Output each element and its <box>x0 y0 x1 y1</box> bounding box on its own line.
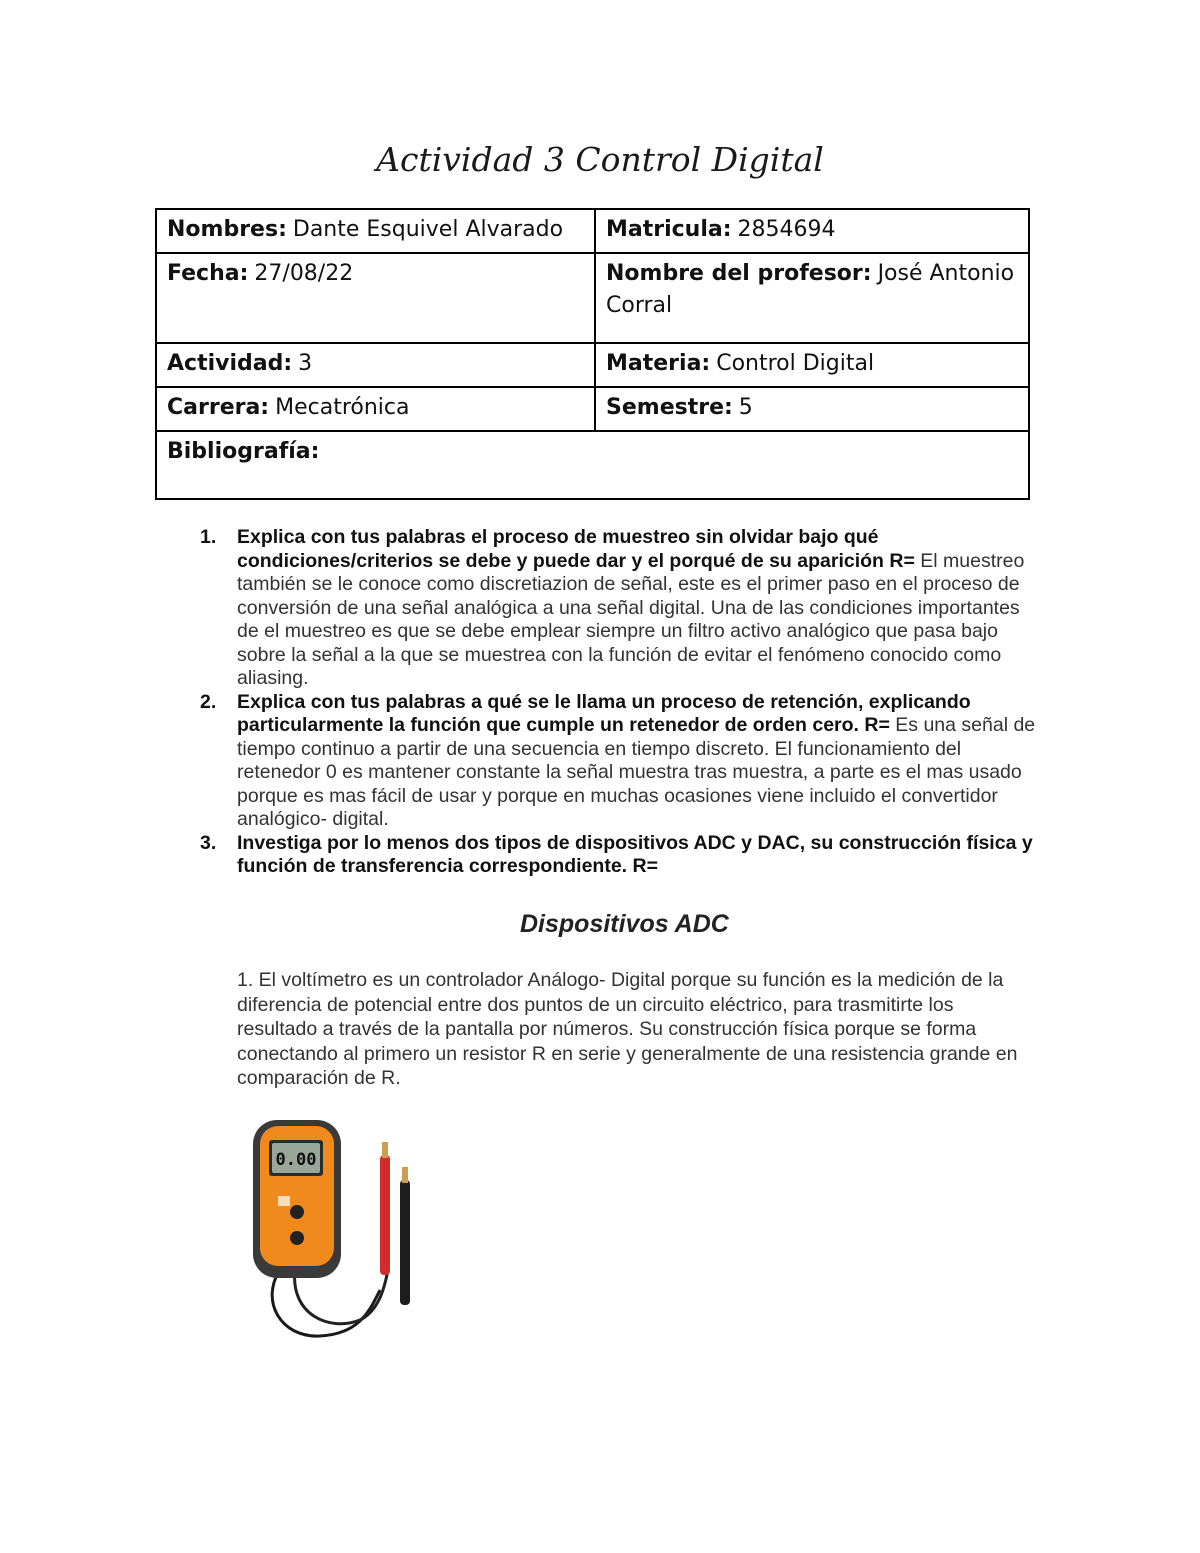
question-list <box>200 526 1040 879</box>
question-item <box>200 832 1040 879</box>
bibliografia-cell <box>156 431 1029 499</box>
semestre-value: 5 <box>738 395 753 420</box>
semestre-label: Semestre: <box>606 395 733 420</box>
question-text: Investiga por lo menos dos tipos de dispositivos ADC y DAC, su construcción física y función de transferencia correspondiente. <box>237 831 1033 877</box>
question-item <box>200 526 1040 691</box>
profesor-label: Nombre del profesor: <box>606 261 872 286</box>
semestre-cell <box>595 387 1029 431</box>
fecha-label: Fecha: <box>167 261 249 286</box>
answer-label: R= <box>889 549 915 572</box>
answer-label: R= <box>632 855 658 877</box>
info-table <box>155 208 1030 500</box>
matricula-label: Matricula: <box>606 217 732 242</box>
display-digits: 0.00 <box>275 1150 317 1170</box>
actividad-value: 3 <box>298 351 313 376</box>
section-paragraph: 1. El voltímetro es un controlador Análogo- Digital porque su función es la medición de la diferencia de potencial entre dos puntos de un circuito eléctrico, para trasmitirte los resultado a través de la pantalla por números. Su construcción física porque se forma conectando al primero un resistor R en serie y generalmente de una resistencia grande en comparación de R. <box>237 969 1018 1089</box>
question-text: Explica con tus palabras a qué se le llama un proceso de retención, explicando particularmente la función que cumple un retenedor de orden cero. <box>237 690 971 736</box>
fecha-cell <box>156 253 595 343</box>
answer-label: R= <box>864 714 890 736</box>
black-probe-tip <box>402 1167 408 1183</box>
red-probe <box>380 1155 390 1275</box>
carrera-label: Carrera: <box>167 395 270 420</box>
bibliografia-label: Bibliografía: <box>167 439 320 464</box>
question-item <box>200 691 1040 832</box>
question-number: 1. <box>200 526 217 548</box>
nombres-label: Nombres: <box>167 217 287 242</box>
black-probe <box>400 1180 410 1305</box>
section-heading: Dispositivos ADC <box>520 910 729 938</box>
question-text: Explica con tus palabras el proceso de muestreo sin olvidar bajo qué condiciones/criterios se debe y puede dar y el porqué de su aparición <box>237 526 884 572</box>
carrera-cell <box>156 387 595 431</box>
materia-label: Materia: <box>606 351 711 376</box>
answer-text: El muestreo también se le conoce como discretiazion de señal, este es el primer paso en el proceso de conversión de una señal analógica a una señal digital. Una de las condiciones importantes de el muestreo es que se debe emplear siempre un filtro activo analógico que pasa bajo sobre la señal a la que se muestrea con la función de evitar el fenómeno conocido como aliasing. <box>237 549 1025 689</box>
cable-black <box>272 1270 380 1336</box>
actividad-label: Actividad: <box>167 351 293 376</box>
question-number: 2. <box>200 690 217 713</box>
question-number: 3. <box>200 831 217 854</box>
socket-bottom <box>290 1231 304 1245</box>
document-title: Actividad 3 Control Digital <box>376 140 824 179</box>
voltmeter-illustration <box>220 1110 450 1355</box>
socket-top <box>290 1205 304 1219</box>
carrera-value: Mecatrónica <box>275 395 410 420</box>
label-sticker <box>278 1196 290 1206</box>
actividad-cell <box>156 343 595 387</box>
matricula-cell <box>595 209 1029 253</box>
nombres-cell <box>156 209 595 253</box>
red-probe-tip <box>382 1142 388 1158</box>
nombres-value: Dante Esquivel Alvarado <box>292 217 564 242</box>
profesor-value: José Antonio Corral <box>606 261 1015 318</box>
answer-text: Es una señal de tiempo continuo a partir de una secuencia en tiempo discreto. El funcionamiento del retenedor 0 es mantener constante la señal muestra tras muestra, a parte es el mas usado porque es mas fácil de usar y porque en muchas ocasiones viene incluido el convertidor analógico- digital. <box>237 714 1036 830</box>
voltmeter-image <box>220 1110 450 1355</box>
cable-red <box>295 1270 388 1324</box>
materia-cell <box>595 343 1029 387</box>
profesor-cell <box>595 253 1029 343</box>
fecha-value: 27/08/22 <box>254 261 354 286</box>
matricula-value: 2854694 <box>737 217 836 242</box>
materia-value: Control Digital <box>716 351 875 376</box>
